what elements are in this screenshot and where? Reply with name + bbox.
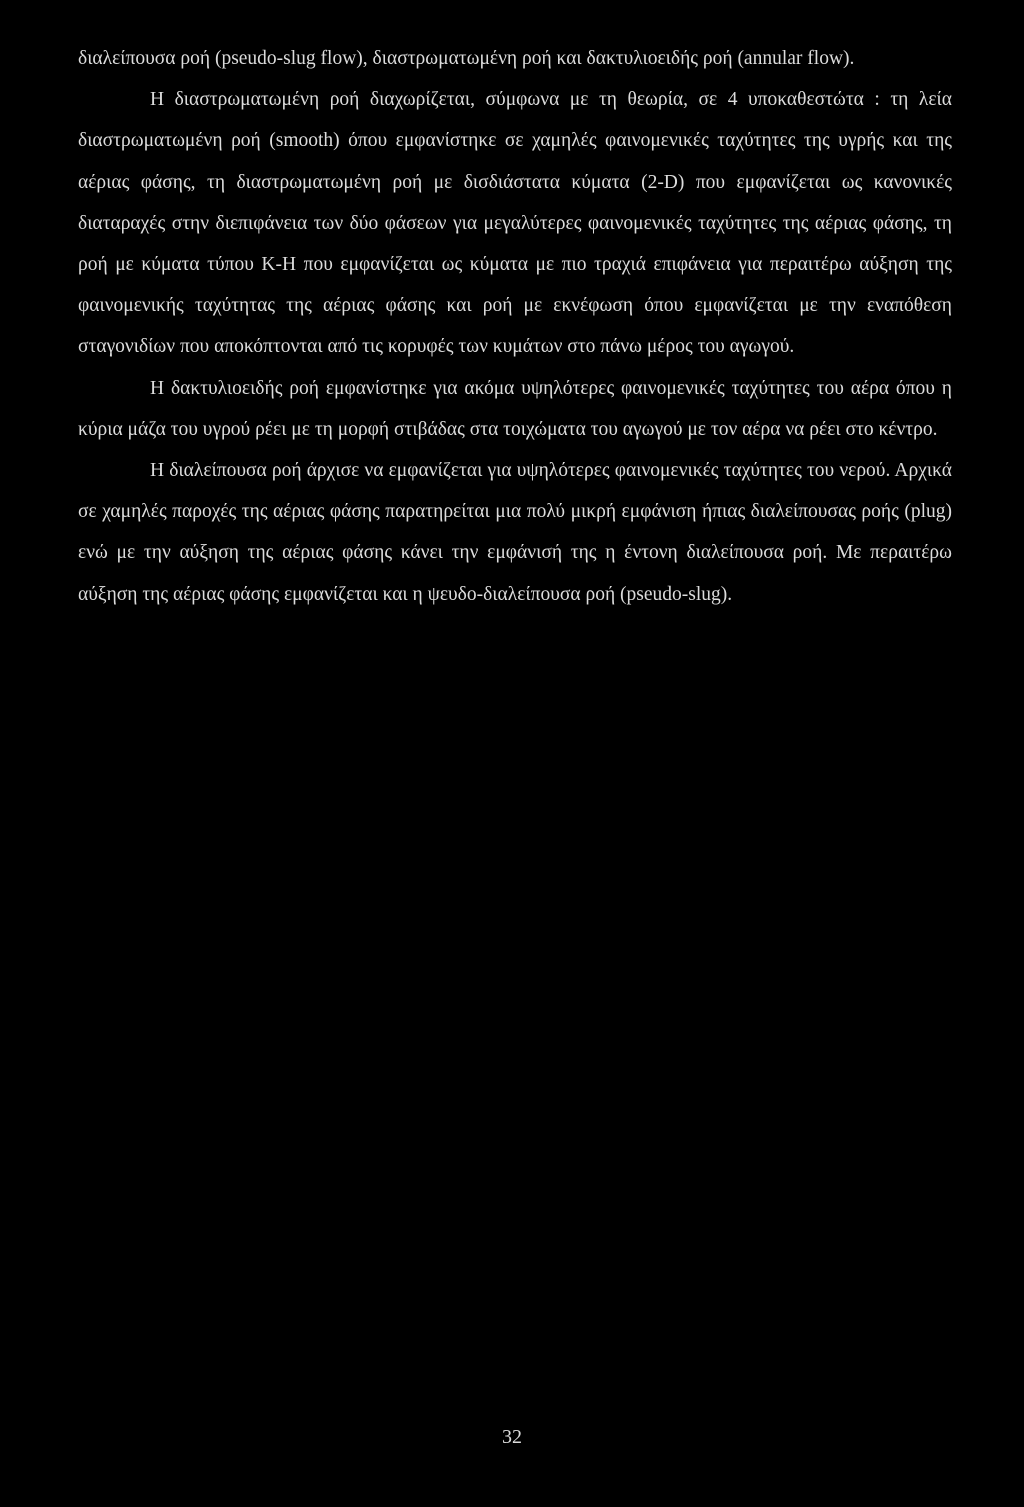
body-text: [78, 38, 952, 615]
paragraph-continuation: διαλείπουσα ροή (pseudo-slug flow), διαστρωματωμένη ροή και δακτυλιοειδής ροή (annular flow).: [78, 48, 855, 69]
page-number: 32: [502, 1426, 522, 1448]
paragraph-stratified-flow: Η διαστρωματωμένη ροή διαχωρίζεται, σύμφωνα με τη θεωρία, σε 4 υποκαθεστώτα : τη λεία διαστρωματωμένη ροή (smooth) όπου εμφανίστηκε σε χαμηλές φαινομενικές ταχύτητες της υγρής και της αέριας φάσης, τη διαστρωματωμένη ροή με δισδιάστατα κύματα (2-D) που εμφανίζεται ως κανονικές διαταραχές στην διεπιφάνεια των δύο φάσεων για μεγαλύτερες φαινομενικές ταχύτητες της αέριας φάσης, τη ροή με κύματα τύπου K-H που εμφανίζεται ως κύματα με πιο τραχιά επιφάνεια για περαιτέρω αύξηση της φαινομενικής ταχύτητας της αέριας φάσης και ροή με εκνέφωση όπου εμφανίζεται με την εναπόθεση σταγονιδίων που αποκόπτονται από τις κορυφές των κυμάτων στο πάνω μέρος του αγωγού.: [78, 89, 952, 358]
paragraph-intermittent-flow: Η διαλείπουσα ροή άρχισε να εμφανίζεται για υψηλότερες φαινομενικές ταχύτητες του νερού. Αρχικά σε χαμηλές παροχές της αέριας φάσης παρατηρείται μια πολύ μικρή εμφάνιση ήπιας διαλείπουσας ροής (plug) ενώ με την αύξηση της αέριας φάσης κάνει την εμφάνισή της η έντονη διαλείπουσα ροή. Με περαιτέρω αύξηση της αέριας φάσης εμφανίζεται και η ψευδο-διαλείπουσα ροή (pseudo-slug).: [78, 460, 952, 605]
paragraph-annular-flow: Η δακτυλιοειδής ροή εμφανίστηκε για ακόμα υψηλότερες φαινομενικές ταχύτητες του αέρα όπου η κύρια μάζα του υγρού ρέει με τη μορφή στιβάδας στα τοιχώματα του αγωγού με τον αέρα να ρέει στο κέντρο.: [78, 377, 952, 440]
